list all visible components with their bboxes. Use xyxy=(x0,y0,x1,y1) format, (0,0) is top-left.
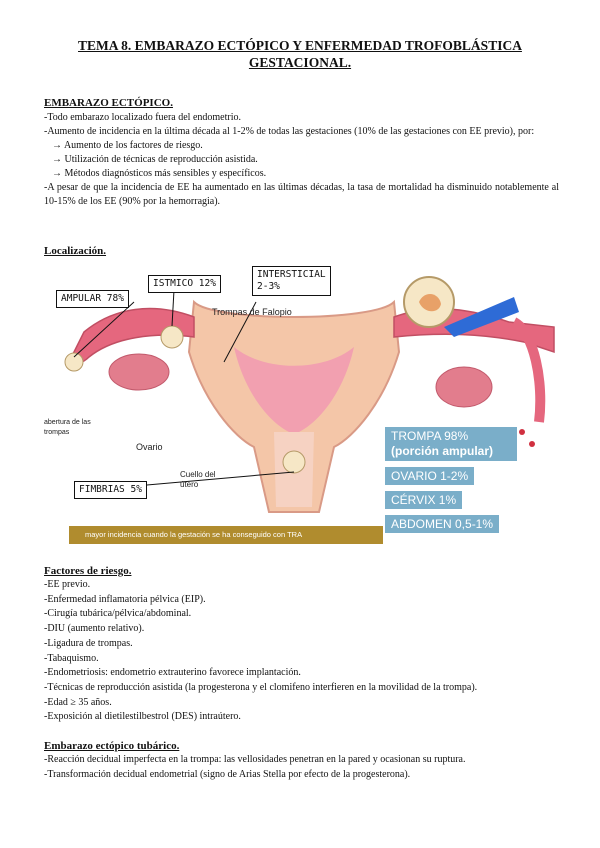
list-item: -Reacción decidual imperfecta en la trompa: las vellosidades penetran en la pared y ocasionan su ruptura. xyxy=(44,754,466,765)
list-item: -Cirugía tubárica/pélvica/abdominal. xyxy=(44,608,192,620)
list-item: -Tabaquismo. xyxy=(44,652,99,664)
factores-list xyxy=(44,578,559,725)
label-istmico: ISTMICO 12% xyxy=(148,275,221,293)
label-ampular: AMPULAR 78% xyxy=(56,290,129,308)
label-intersticial-line1: INTERSTICIAL xyxy=(257,269,326,280)
section-heading-ectopico: EMBARAZO ECTÓPICO. xyxy=(44,97,173,109)
stat-abdomen: ABDOMEN 0,5-1% xyxy=(385,515,499,533)
section-heading-localizacion: Localización. xyxy=(44,245,107,257)
section-heading-tubarico: Embarazo ectópico tubárico. xyxy=(44,740,180,752)
label-abertura: abertura de las trompas xyxy=(44,419,91,436)
list-item: -Técnicas de reproducción asistida (la progesterona y el clomifeno interfieren en la movilidad de la trompa). xyxy=(44,681,478,693)
list-item: -Exposición al dietilestilbestrol (DES) intraútero. xyxy=(44,711,241,723)
page-title xyxy=(40,37,560,71)
list-item: -EE previo. xyxy=(44,579,91,590)
tubarico-list xyxy=(44,753,559,782)
paragraph-line: -Aumento de incidencia en la última década al 1-2% de todas las gestaciones (10% de las gestaciones con EE previo), por: xyxy=(44,126,535,137)
label-intersticial xyxy=(252,266,331,296)
bullet-line: → Métodos diagnósticos más sensibles y específicos. xyxy=(52,168,267,179)
list-item: -Transformación decidual endometrial (signo de Arias Stella por efecto de la progesterona). xyxy=(44,768,411,780)
note-tra: mayor incidencia cuando la gestación se ha conseguido con TRA xyxy=(69,526,383,544)
section-heading-factores: Factores de riesgo. xyxy=(44,565,132,577)
stat-ovario: OVARIO 1-2% xyxy=(385,467,474,485)
list-item: -DIU (aumento relativo). xyxy=(44,623,145,635)
bullet-line: → Aumento de los factores de riesgo. xyxy=(52,140,203,151)
title-line-2: GESTACIONAL. xyxy=(248,55,352,70)
list-item: -Endometriosis: endometrio extrauterino favorece implantación. xyxy=(44,667,301,679)
section-ectopico-text xyxy=(44,111,559,209)
stat-trompa-line1: TROMPA 98% xyxy=(391,429,469,443)
ectopic-location-diagram xyxy=(44,262,560,546)
paragraph-line: -A pesar de que la incidencia de EE ha aumentado en las últimas décadas, la tasa de mortalidad ha disminuido notablemente al 10-15% de los EE (90% por la hemorragia). xyxy=(44,182,559,207)
label-fimbrias: FIMBRIAS 5% xyxy=(74,481,147,499)
list-item: -Ligadura de trompas. xyxy=(44,637,133,649)
bullet-line: → Utilización de técnicas de reproducción asistida. xyxy=(52,154,258,165)
stat-trompa-line2: (porción ampular) xyxy=(391,444,494,458)
label-cuello: Cuello del útero xyxy=(180,470,216,489)
paragraph-line: -Todo embarazo localizado fuera del endometrio. xyxy=(44,112,241,123)
label-intersticial-line2: 2-3% xyxy=(257,281,280,292)
label-ovario: Ovario xyxy=(136,442,163,452)
stat-cervix: CÉRVIX 1% xyxy=(385,491,462,509)
list-item: -Edad ≥ 35 años. xyxy=(44,696,112,708)
list-item: -Enfermedad inflamatoria pélvica (EIP). xyxy=(44,593,206,605)
label-trompas: Trompas de Falopio xyxy=(212,307,292,317)
stat-trompa xyxy=(385,427,517,461)
title-line-1: TEMA 8. EMBARAZO ECTÓPICO Y ENFERMEDAD TROFOBLÁSTICA xyxy=(78,38,522,53)
